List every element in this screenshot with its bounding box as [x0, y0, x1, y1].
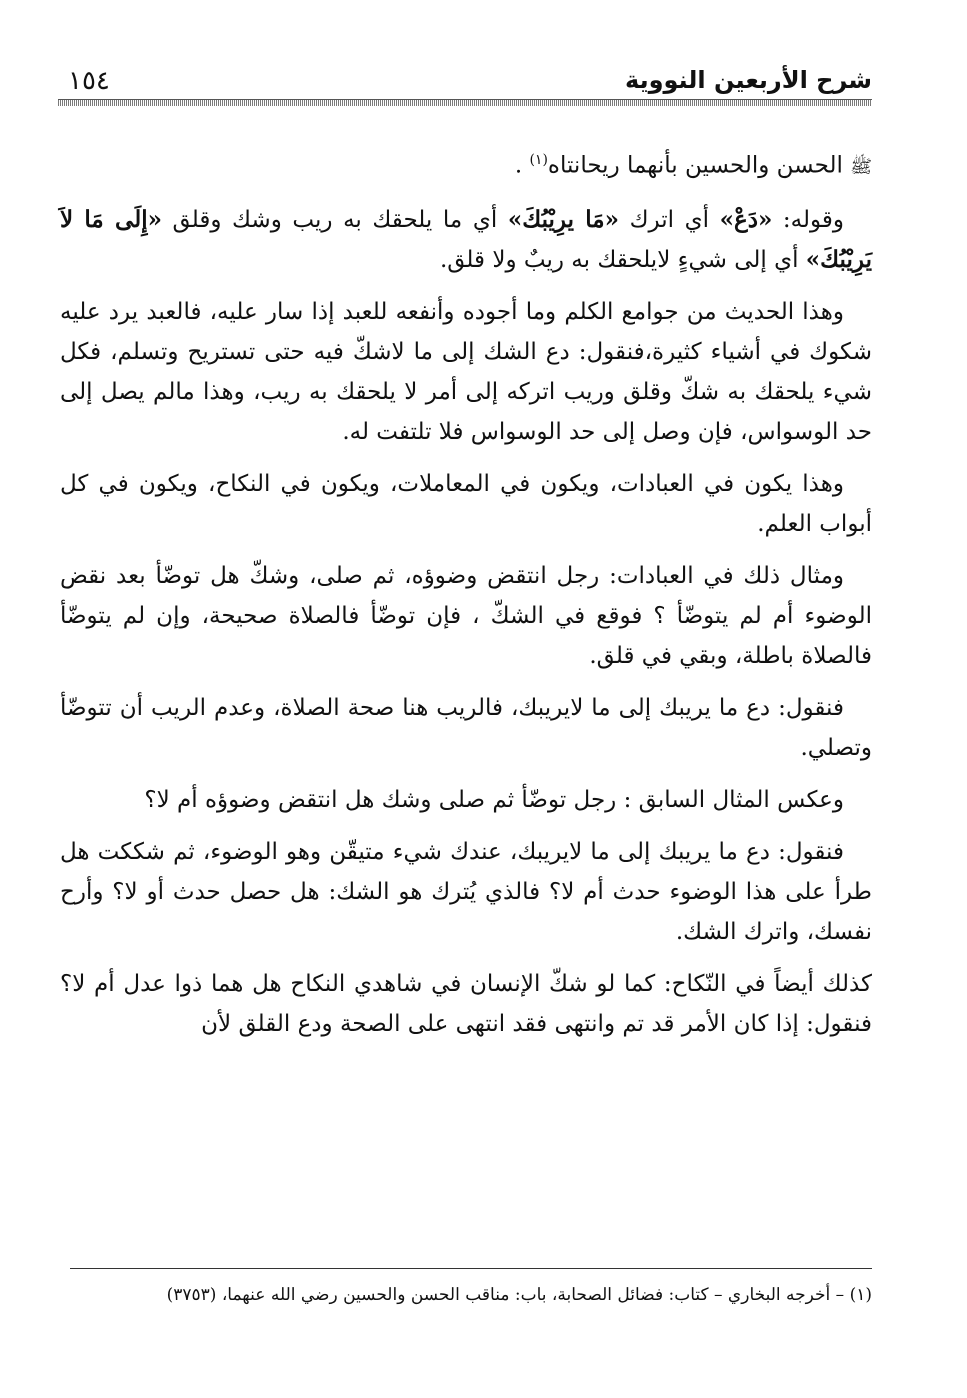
- hadith-quote-da: «دَعْ»: [719, 205, 773, 233]
- paragraph-3: وهذا يكون في العبادات، ويكون في المعاملات، ويكون في النكاح، ويكون في كل أبواب العلم.: [60, 470, 872, 537]
- header-rule: [58, 100, 872, 106]
- paragraph-2: وهذا الحديث من جوامع الكلم وما أجوده وأنفعه للعبد إذا سار عليه، فالعبد يرد عليه شكوك في أشياء كثيرة،فنقول: دع الشك إلى ما لاشكّ فيه حتى تستريح وتسلم، فكل شيء يلحقك به شكّ وقلق وريب اتركه إلى أمر لا يلحقك به ريب، وهذا مالم يصل إلى حد الوسواس، فإن وصل إلى حد الوسواس فلا تلتفت له.: [60, 298, 872, 445]
- paragraph-0-end: .: [514, 152, 530, 179]
- page-number: ١٥٤: [68, 66, 110, 96]
- paragraph-1: [60, 200, 872, 280]
- p1-text-e: أي ما يلحقك به ريب وشك وقلق: [161, 206, 508, 233]
- hadith-quote-ila-ma-la-yaribuk: «إِلَى مَا لاَ يَرِيْبُكَ»: [60, 205, 872, 273]
- honorific-symbol: ﷺ: [850, 156, 872, 178]
- footnote: (١) – أخرجه البخاري – كتاب: فضائل الصحابة، باب: مناقب الحسن والحسين رضي الله عنهما، (٣٧٥٣): [166, 1285, 872, 1305]
- paragraph-8: كذلك أيضاً في النّكاح: كما لو شكّ الإنسان في شاهدي النكاح هل هما ذوا عدل أم لا؟ فنقول: إذا كان الأمر قد تم وانتهى فقد انتهى على الصحة ودع القلق لأن: [60, 970, 872, 1037]
- paragraph-6: وعكس المثال السابق : رجل توضّأ ثم صلى وشك هل انتقض وضوؤه أم لا؟: [144, 786, 844, 813]
- p1-text-g: أي إلى شيءٍ لايلحقك به ريبٌ ولا قلق.: [439, 246, 806, 273]
- paragraph-5: فنقول: دع ما يريبك إلى ما لايريبك، فالريب هنا صحة الصلاة، وعدم الريب أن تتوضّأ وتصلي.: [60, 694, 872, 761]
- hadith-quote-ma-yaribuk: «مَا يرِيْبُكَ»: [507, 205, 619, 233]
- p1-text-c: أي اترك: [619, 206, 720, 233]
- footnote-ref: (١): [529, 152, 548, 168]
- running-title: شرح الأربعين النووية: [625, 66, 872, 94]
- p1-text-a: وقوله:: [772, 206, 845, 233]
- paragraph-4: ومثال ذلك في العبادات: رجل انتقض وضوؤه، ثم صلى، وشكّ هل توضّأ بعد نقض الوضوء أم لم يتوضّأ ؟ فوقع في الشكّ ، فإن توضّأ فالصلاة صحيحة، وإن لم يتوضّأ فالصلاة باطلة، وبقي في قلق.: [60, 562, 872, 669]
- footnote-separator: [70, 1268, 872, 1269]
- paragraph-0: [60, 140, 872, 188]
- main-text: [60, 140, 872, 1056]
- page-header: [58, 62, 872, 108]
- paragraph-7: فنقول: دع ما يريبك إلى ما لايريبك، عندك شيء متيقّن وهو الوضوء، ثم شككت هل طرأ على هذا الوضوء حدث أم لا؟ فالذي يُترك هو الشك: هل حصل حدث أو لا؟ وأرح نفسك، واترك الشك.: [60, 838, 872, 945]
- paragraph-0-text: الحسن والحسين بأنهما ريحانتاه: [547, 152, 851, 179]
